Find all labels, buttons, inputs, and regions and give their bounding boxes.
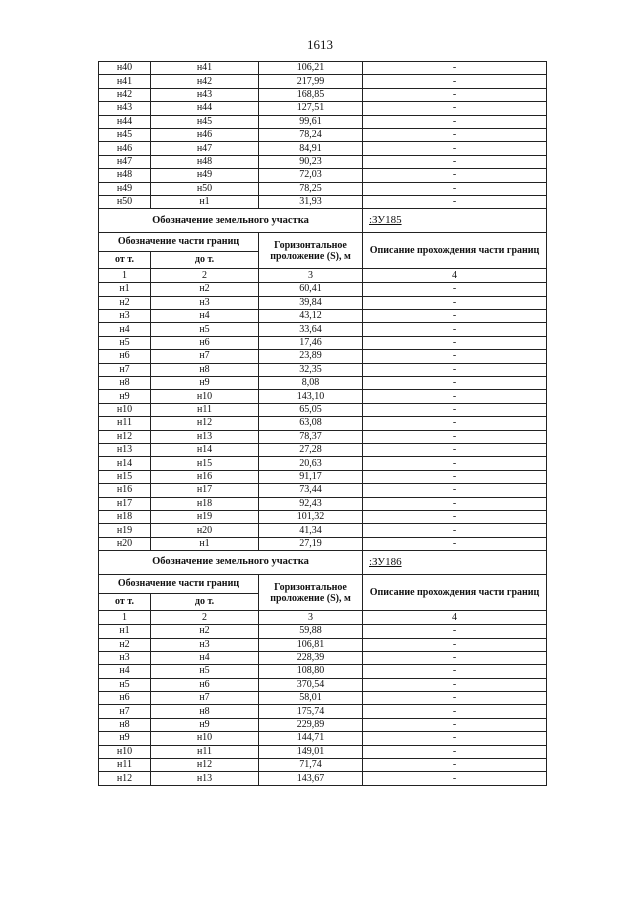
from-point-cell: н18 bbox=[99, 510, 151, 523]
distance-cell: 39,84 bbox=[259, 296, 363, 309]
to-point-cell: н10 bbox=[151, 732, 259, 745]
to-point-cell: н3 bbox=[151, 296, 259, 309]
to-point-header: до т. bbox=[151, 594, 259, 611]
table-row bbox=[99, 155, 547, 168]
description-cell: - bbox=[363, 443, 547, 456]
to-point-cell: н12 bbox=[151, 759, 259, 772]
distance-cell: 8,08 bbox=[259, 377, 363, 390]
to-point-cell: н46 bbox=[151, 128, 259, 141]
table-row bbox=[99, 457, 547, 470]
distance-cell: 71,74 bbox=[259, 759, 363, 772]
to-point-cell: н48 bbox=[151, 155, 259, 168]
description-header: Описание прохождения части границ bbox=[363, 575, 547, 611]
distance-cell: 43,12 bbox=[259, 310, 363, 323]
column-header-row bbox=[99, 575, 547, 594]
description-cell: - bbox=[363, 142, 547, 155]
to-point-cell: н50 bbox=[151, 182, 259, 195]
from-point-cell: н41 bbox=[99, 75, 151, 88]
from-point-cell: н15 bbox=[99, 470, 151, 483]
from-point-header: от т. bbox=[99, 252, 151, 269]
description-cell: - bbox=[363, 537, 547, 550]
table-row bbox=[99, 484, 547, 497]
distance-cell: 90,23 bbox=[259, 155, 363, 168]
column-number-cell: 4 bbox=[363, 611, 547, 625]
from-point-cell: н2 bbox=[99, 638, 151, 651]
table-row bbox=[99, 718, 547, 731]
table-row bbox=[99, 759, 547, 772]
distance-cell: 73,44 bbox=[259, 484, 363, 497]
table-row bbox=[99, 390, 547, 403]
distance-cell: 41,34 bbox=[259, 524, 363, 537]
table-row bbox=[99, 323, 547, 336]
table-row bbox=[99, 75, 547, 88]
distance-cell: 370,54 bbox=[259, 678, 363, 691]
from-point-cell: н47 bbox=[99, 155, 151, 168]
table-row bbox=[99, 443, 547, 456]
to-point-cell: н12 bbox=[151, 417, 259, 430]
to-point-cell: н10 bbox=[151, 390, 259, 403]
from-point-cell: н6 bbox=[99, 692, 151, 705]
from-point-cell: н7 bbox=[99, 363, 151, 376]
from-point-cell: н12 bbox=[99, 430, 151, 443]
to-point-cell: н7 bbox=[151, 692, 259, 705]
distance-cell: 149,01 bbox=[259, 745, 363, 758]
description-cell: - bbox=[363, 128, 547, 141]
to-point-cell: н16 bbox=[151, 470, 259, 483]
column-number-cell: 1 bbox=[99, 269, 151, 283]
distance-cell: 23,89 bbox=[259, 350, 363, 363]
to-point-cell: н49 bbox=[151, 169, 259, 182]
to-point-cell: н13 bbox=[151, 430, 259, 443]
to-point-cell: н44 bbox=[151, 102, 259, 115]
from-point-cell: н12 bbox=[99, 772, 151, 785]
from-point-cell: н2 bbox=[99, 296, 151, 309]
table-row bbox=[99, 524, 547, 537]
from-point-cell: н1 bbox=[99, 625, 151, 638]
from-point-cell: н46 bbox=[99, 142, 151, 155]
from-point-cell: н9 bbox=[99, 732, 151, 745]
distance-cell: 27,28 bbox=[259, 443, 363, 456]
to-point-cell: н17 bbox=[151, 484, 259, 497]
to-point-cell: н47 bbox=[151, 142, 259, 155]
column-number-cell: 1 bbox=[99, 611, 151, 625]
boundary-part-header: Обозначение части границ bbox=[99, 575, 259, 594]
to-point-cell: н15 bbox=[151, 457, 259, 470]
description-cell: - bbox=[363, 417, 547, 430]
distance-cell: 91,17 bbox=[259, 470, 363, 483]
table-row bbox=[99, 296, 547, 309]
table-row bbox=[99, 651, 547, 664]
distance-cell: 168,85 bbox=[259, 88, 363, 101]
from-point-cell: н3 bbox=[99, 310, 151, 323]
from-point-cell: н43 bbox=[99, 102, 151, 115]
description-cell: - bbox=[363, 403, 547, 416]
description-cell: - bbox=[363, 283, 547, 296]
description-cell: - bbox=[363, 430, 547, 443]
description-cell: - bbox=[363, 665, 547, 678]
from-point-cell: н5 bbox=[99, 336, 151, 349]
description-cell: - bbox=[363, 102, 547, 115]
parcel-id: :ЗУ186 bbox=[363, 551, 547, 575]
table-row bbox=[99, 497, 547, 510]
description-cell: - bbox=[363, 115, 547, 128]
column-number-cell: 3 bbox=[259, 269, 363, 283]
description-cell: - bbox=[363, 88, 547, 101]
to-point-cell: н6 bbox=[151, 336, 259, 349]
to-point-cell: н20 bbox=[151, 524, 259, 537]
description-cell: - bbox=[363, 323, 547, 336]
description-cell: - bbox=[363, 484, 547, 497]
from-point-cell: н42 bbox=[99, 88, 151, 101]
distance-cell: 78,37 bbox=[259, 430, 363, 443]
distance-cell: 32,35 bbox=[259, 363, 363, 376]
description-cell: - bbox=[363, 772, 547, 785]
description-cell: - bbox=[363, 692, 547, 705]
description-cell: - bbox=[363, 651, 547, 664]
table-row bbox=[99, 142, 547, 155]
table-row bbox=[99, 638, 547, 651]
distance-cell: 228,39 bbox=[259, 651, 363, 664]
distance-cell: 143,10 bbox=[259, 390, 363, 403]
description-cell: - bbox=[363, 195, 547, 208]
distance-cell: 84,91 bbox=[259, 142, 363, 155]
distance-cell: 33,64 bbox=[259, 323, 363, 336]
table-row bbox=[99, 692, 547, 705]
to-point-cell: н2 bbox=[151, 625, 259, 638]
distance-cell: 20,63 bbox=[259, 457, 363, 470]
description-cell: - bbox=[363, 625, 547, 638]
distance-cell: 72,03 bbox=[259, 169, 363, 182]
from-point-cell: н6 bbox=[99, 350, 151, 363]
to-point-cell: н7 bbox=[151, 350, 259, 363]
to-point-cell: н11 bbox=[151, 403, 259, 416]
to-point-cell: н3 bbox=[151, 638, 259, 651]
distance-cell: 106,81 bbox=[259, 638, 363, 651]
description-cell: - bbox=[363, 62, 547, 75]
distance-cell: 17,46 bbox=[259, 336, 363, 349]
description-cell: - bbox=[363, 470, 547, 483]
from-point-cell: н16 bbox=[99, 484, 151, 497]
column-number-row bbox=[99, 269, 547, 283]
from-point-cell: н20 bbox=[99, 537, 151, 550]
distance-cell: 229,89 bbox=[259, 718, 363, 731]
from-point-cell: н19 bbox=[99, 524, 151, 537]
from-point-cell: н40 bbox=[99, 62, 151, 75]
from-point-cell: н3 bbox=[99, 651, 151, 664]
from-point-cell: н8 bbox=[99, 718, 151, 731]
parcel-header-row bbox=[99, 209, 547, 233]
distance-cell: 60,41 bbox=[259, 283, 363, 296]
from-point-cell: н49 bbox=[99, 182, 151, 195]
distance-cell: 175,74 bbox=[259, 705, 363, 718]
from-point-cell: н13 bbox=[99, 443, 151, 456]
to-point-cell: н4 bbox=[151, 310, 259, 323]
table-row bbox=[99, 625, 547, 638]
to-point-cell: н9 bbox=[151, 377, 259, 390]
table-row bbox=[99, 102, 547, 115]
table-row bbox=[99, 350, 547, 363]
to-point-cell: н11 bbox=[151, 745, 259, 758]
to-point-cell: н9 bbox=[151, 718, 259, 731]
description-cell: - bbox=[363, 390, 547, 403]
table-row bbox=[99, 115, 547, 128]
column-header-row bbox=[99, 233, 547, 252]
table-row bbox=[99, 283, 547, 296]
distance-cell: 78,25 bbox=[259, 182, 363, 195]
distance-cell: 58,01 bbox=[259, 692, 363, 705]
to-point-cell: н14 bbox=[151, 443, 259, 456]
from-point-header: от т. bbox=[99, 594, 151, 611]
to-point-header: до т. bbox=[151, 252, 259, 269]
distance-cell: 27,19 bbox=[259, 537, 363, 550]
from-point-cell: н10 bbox=[99, 403, 151, 416]
to-point-cell: н42 bbox=[151, 75, 259, 88]
parcel-id: :ЗУ185 bbox=[363, 209, 547, 233]
to-point-cell: н8 bbox=[151, 363, 259, 376]
distance-cell: 143,67 bbox=[259, 772, 363, 785]
table-row bbox=[99, 336, 547, 349]
description-cell: - bbox=[363, 363, 547, 376]
table-row bbox=[99, 62, 547, 75]
description-cell: - bbox=[363, 524, 547, 537]
from-point-cell: н44 bbox=[99, 115, 151, 128]
distance-cell: 92,43 bbox=[259, 497, 363, 510]
table-row bbox=[99, 310, 547, 323]
column-number-cell: 2 bbox=[151, 611, 259, 625]
parcel-header-row bbox=[99, 551, 547, 575]
table-row bbox=[99, 537, 547, 550]
table-row bbox=[99, 470, 547, 483]
distance-cell: 65,05 bbox=[259, 403, 363, 416]
description-cell: - bbox=[363, 457, 547, 470]
description-cell: - bbox=[363, 296, 547, 309]
description-cell: - bbox=[363, 75, 547, 88]
description-cell: - bbox=[363, 638, 547, 651]
to-point-cell: н1 bbox=[151, 537, 259, 550]
description-cell: - bbox=[363, 705, 547, 718]
parcel-label: Обозначение земельного участка bbox=[99, 209, 363, 233]
from-point-cell: н8 bbox=[99, 377, 151, 390]
description-cell: - bbox=[363, 377, 547, 390]
table-row bbox=[99, 430, 547, 443]
table-row bbox=[99, 510, 547, 523]
from-point-cell: н1 bbox=[99, 283, 151, 296]
table-row bbox=[99, 182, 547, 195]
distance-cell: 59,88 bbox=[259, 625, 363, 638]
from-point-cell: н48 bbox=[99, 169, 151, 182]
column-number-row bbox=[99, 611, 547, 625]
table-row bbox=[99, 363, 547, 376]
from-point-cell: н4 bbox=[99, 323, 151, 336]
from-point-cell: н11 bbox=[99, 759, 151, 772]
to-point-cell: н5 bbox=[151, 665, 259, 678]
from-point-cell: н17 bbox=[99, 497, 151, 510]
to-point-cell: н41 bbox=[151, 62, 259, 75]
from-point-cell: н45 bbox=[99, 128, 151, 141]
to-point-cell: н19 bbox=[151, 510, 259, 523]
table-row bbox=[99, 732, 547, 745]
description-cell: - bbox=[363, 759, 547, 772]
description-cell: - bbox=[363, 497, 547, 510]
table-row bbox=[99, 705, 547, 718]
table-row bbox=[99, 128, 547, 141]
distance-cell: 101,32 bbox=[259, 510, 363, 523]
column-number-cell: 3 bbox=[259, 611, 363, 625]
from-point-cell: н14 bbox=[99, 457, 151, 470]
to-point-cell: н5 bbox=[151, 323, 259, 336]
table-row bbox=[99, 169, 547, 182]
table-row bbox=[99, 88, 547, 101]
table-row bbox=[99, 678, 547, 691]
boundary-part-header: Обозначение части границ bbox=[99, 233, 259, 252]
description-cell: - bbox=[363, 350, 547, 363]
description-cell: - bbox=[363, 310, 547, 323]
to-point-cell: н1 bbox=[151, 195, 259, 208]
to-point-cell: н43 bbox=[151, 88, 259, 101]
to-point-cell: н45 bbox=[151, 115, 259, 128]
distance-cell: 99,61 bbox=[259, 115, 363, 128]
from-point-cell: н10 bbox=[99, 745, 151, 758]
description-cell: - bbox=[363, 678, 547, 691]
distance-header: Горизонтальное проложение (S), м bbox=[259, 575, 363, 611]
column-number-cell: 4 bbox=[363, 269, 547, 283]
table-row bbox=[99, 772, 547, 785]
parcel-label: Обозначение земельного участка bbox=[99, 551, 363, 575]
from-point-cell: н7 bbox=[99, 705, 151, 718]
distance-header: Горизонтальное проложение (S), м bbox=[259, 233, 363, 269]
description-cell: - bbox=[363, 155, 547, 168]
table-row bbox=[99, 745, 547, 758]
from-point-cell: н50 bbox=[99, 195, 151, 208]
description-cell: - bbox=[363, 745, 547, 758]
table-row bbox=[99, 665, 547, 678]
to-point-cell: н2 bbox=[151, 283, 259, 296]
distance-cell: 63,08 bbox=[259, 417, 363, 430]
to-point-cell: н4 bbox=[151, 651, 259, 664]
description-cell: - bbox=[363, 169, 547, 182]
description-cell: - bbox=[363, 732, 547, 745]
boundary-table bbox=[98, 61, 547, 786]
to-point-cell: н8 bbox=[151, 705, 259, 718]
description-cell: - bbox=[363, 510, 547, 523]
boundary-table-body bbox=[99, 62, 547, 786]
description-cell: - bbox=[363, 182, 547, 195]
from-point-cell: н9 bbox=[99, 390, 151, 403]
table-row bbox=[99, 195, 547, 208]
table-row bbox=[99, 417, 547, 430]
distance-cell: 217,99 bbox=[259, 75, 363, 88]
to-point-cell: н6 bbox=[151, 678, 259, 691]
from-point-cell: н4 bbox=[99, 665, 151, 678]
distance-cell: 127,51 bbox=[259, 102, 363, 115]
from-point-cell: н5 bbox=[99, 678, 151, 691]
table-row bbox=[99, 377, 547, 390]
distance-cell: 144,71 bbox=[259, 732, 363, 745]
description-header: Описание прохождения части границ bbox=[363, 233, 547, 269]
description-cell: - bbox=[363, 718, 547, 731]
column-number-cell: 2 bbox=[151, 269, 259, 283]
table-row bbox=[99, 403, 547, 416]
distance-cell: 31,93 bbox=[259, 195, 363, 208]
distance-cell: 106,21 bbox=[259, 62, 363, 75]
to-point-cell: н13 bbox=[151, 772, 259, 785]
to-point-cell: н18 bbox=[151, 497, 259, 510]
page-number: 1613 bbox=[307, 37, 333, 52]
description-cell: - bbox=[363, 336, 547, 349]
distance-cell: 108,80 bbox=[259, 665, 363, 678]
distance-cell: 78,24 bbox=[259, 128, 363, 141]
from-point-cell: н11 bbox=[99, 417, 151, 430]
